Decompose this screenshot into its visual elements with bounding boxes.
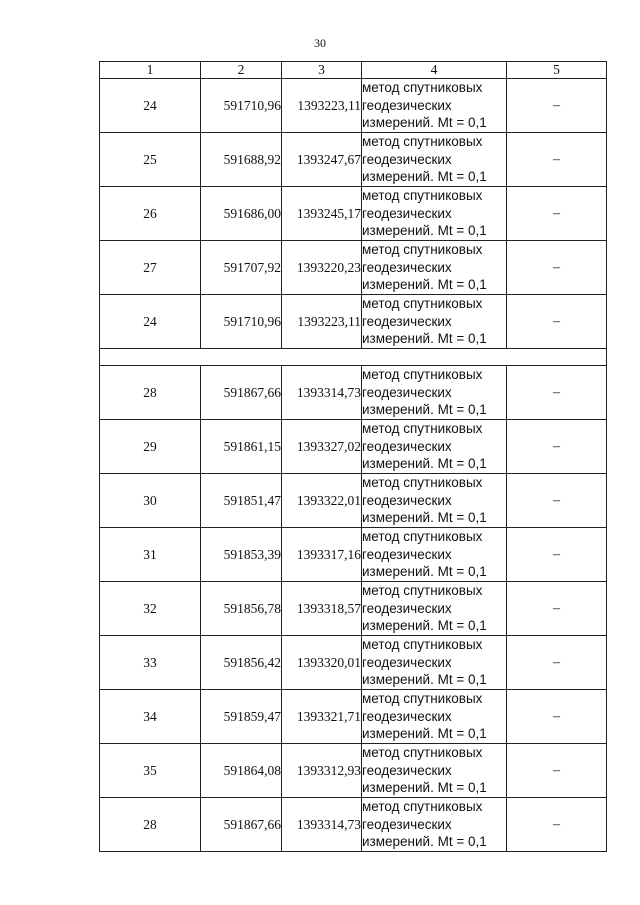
coordinate-y: 1393322,01 — [282, 474, 362, 528]
method-cell — [362, 636, 507, 690]
method-line: измерений. Mt = 0,1 — [362, 834, 487, 850]
method-line: геодезических — [362, 708, 452, 724]
method-line: измерений. Mt = 0,1 — [362, 402, 487, 418]
note-cell — [507, 636, 607, 690]
coordinate-y: 1393312,93 — [282, 744, 362, 798]
column-header: 1 — [100, 62, 201, 79]
method-line: измерений. Mt = 0,1 — [362, 564, 487, 580]
table-row — [100, 636, 607, 690]
point-number: 27 — [100, 241, 201, 295]
note-cell — [507, 798, 607, 852]
method-line: геодезических — [362, 313, 452, 329]
coordinate-x: 591859,47 — [201, 690, 282, 744]
method-line: метод спутниковых — [362, 691, 483, 707]
table-row — [100, 366, 607, 420]
method-cell — [362, 690, 507, 744]
point-number: 30 — [100, 474, 201, 528]
table-row — [100, 295, 607, 349]
dash: – — [553, 709, 560, 724]
method-line: метод спутниковых — [362, 637, 483, 653]
table-row — [100, 79, 607, 133]
table-row — [100, 798, 607, 852]
coordinate-x: 591861,15 — [201, 420, 282, 474]
dash: – — [553, 817, 560, 832]
dash: – — [553, 547, 560, 562]
note-cell — [507, 241, 607, 295]
dash: – — [553, 655, 560, 670]
coordinate-x: 591867,66 — [201, 798, 282, 852]
dash: – — [553, 439, 560, 454]
note-cell — [507, 420, 607, 474]
method-line: геодезических — [362, 600, 452, 616]
table-body — [100, 79, 607, 852]
table-row — [100, 528, 607, 582]
point-number: 25 — [100, 133, 201, 187]
table-row — [100, 690, 607, 744]
method-line: геодезических — [362, 97, 452, 113]
method-line: метод спутниковых — [362, 134, 483, 150]
dash: – — [553, 98, 560, 113]
note-cell — [507, 744, 607, 798]
coordinate-x: 591867,66 — [201, 366, 282, 420]
coordinate-y: 1393247,67 — [282, 133, 362, 187]
method-cell — [362, 528, 507, 582]
coordinate-y: 1393318,57 — [282, 582, 362, 636]
method-line: метод спутниковых — [362, 242, 483, 258]
table-row — [100, 744, 607, 798]
note-cell — [507, 366, 607, 420]
note-cell — [507, 528, 607, 582]
point-number: 31 — [100, 528, 201, 582]
method-line: геодезических — [362, 205, 452, 221]
point-number: 26 — [100, 187, 201, 241]
method-cell — [362, 295, 507, 349]
coordinate-x: 591710,96 — [201, 79, 282, 133]
column-header: 5 — [507, 62, 607, 79]
point-number: 28 — [100, 798, 201, 852]
coordinate-y: 1393220,23 — [282, 241, 362, 295]
note-cell — [507, 474, 607, 528]
coordinate-x: 591856,42 — [201, 636, 282, 690]
separator-cell — [100, 349, 607, 366]
coordinate-y: 1393223,11 — [282, 79, 362, 133]
method-line: измерений. Mt = 0,1 — [362, 115, 487, 131]
separator-row — [100, 349, 607, 366]
method-cell — [362, 474, 507, 528]
coordinates-table — [99, 61, 607, 852]
coordinate-y: 1393223,11 — [282, 295, 362, 349]
point-number: 28 — [100, 366, 201, 420]
method-line: измерений. Mt = 0,1 — [362, 780, 487, 796]
method-cell — [362, 241, 507, 295]
method-cell — [362, 187, 507, 241]
method-cell — [362, 133, 507, 187]
method-line: измерений. Mt = 0,1 — [362, 456, 487, 472]
dash: – — [553, 314, 560, 329]
point-number: 35 — [100, 744, 201, 798]
note-cell — [507, 295, 607, 349]
point-number: 24 — [100, 295, 201, 349]
method-cell — [362, 79, 507, 133]
method-line: измерений. Mt = 0,1 — [362, 169, 487, 185]
table-row — [100, 241, 607, 295]
coordinate-x: 591864,08 — [201, 744, 282, 798]
method-cell — [362, 798, 507, 852]
coordinate-x: 591707,92 — [201, 241, 282, 295]
column-header: 4 — [362, 62, 507, 79]
method-line: метод спутниковых — [362, 475, 483, 491]
dash: – — [553, 601, 560, 616]
method-line: измерений. Mt = 0,1 — [362, 277, 487, 293]
note-cell — [507, 133, 607, 187]
point-number: 24 — [100, 79, 201, 133]
method-line: геодезических — [362, 438, 452, 454]
note-cell — [507, 187, 607, 241]
note-cell — [507, 582, 607, 636]
dash: – — [553, 385, 560, 400]
method-cell — [362, 366, 507, 420]
method-line: метод спутниковых — [362, 421, 483, 437]
method-line: метод спутниковых — [362, 296, 483, 312]
method-line: геодезических — [362, 384, 452, 400]
method-cell — [362, 582, 507, 636]
method-line: геодезических — [362, 151, 452, 167]
coordinate-y: 1393317,16 — [282, 528, 362, 582]
method-line: геодезических — [362, 654, 452, 670]
coordinate-x: 591688,92 — [201, 133, 282, 187]
method-line: метод спутниковых — [362, 799, 483, 815]
coordinate-x: 591686,00 — [201, 187, 282, 241]
dash: – — [553, 260, 560, 275]
coordinate-x: 591710,96 — [201, 295, 282, 349]
method-line: метод спутниковых — [362, 188, 483, 204]
coordinate-y: 1393245,17 — [282, 187, 362, 241]
method-line: метод спутниковых — [362, 367, 483, 383]
header-row — [100, 62, 607, 79]
coordinate-x: 591856,78 — [201, 582, 282, 636]
method-line: измерений. Mt = 0,1 — [362, 618, 487, 634]
page-number: 30 — [314, 36, 326, 50]
coordinate-y: 1393321,71 — [282, 690, 362, 744]
method-cell — [362, 420, 507, 474]
point-number: 32 — [100, 582, 201, 636]
dash: – — [553, 206, 560, 221]
table-row — [100, 133, 607, 187]
method-line: метод спутниковых — [362, 745, 483, 761]
method-line: геодезических — [362, 259, 452, 275]
method-line: геодезических — [362, 492, 452, 508]
note-cell — [507, 690, 607, 744]
coordinate-y: 1393327,02 — [282, 420, 362, 474]
method-line: измерений. Mt = 0,1 — [362, 223, 487, 239]
method-line: измерений. Mt = 0,1 — [362, 331, 487, 347]
coordinate-x: 591853,39 — [201, 528, 282, 582]
coordinate-y: 1393314,73 — [282, 798, 362, 852]
column-header: 2 — [201, 62, 282, 79]
dash: – — [553, 763, 560, 778]
coordinate-y: 1393314,73 — [282, 366, 362, 420]
method-line: геодезических — [362, 546, 452, 562]
method-line: метод спутниковых — [362, 80, 483, 96]
method-line: геодезических — [362, 762, 452, 778]
point-number: 29 — [100, 420, 201, 474]
dash: – — [553, 493, 560, 508]
table-row — [100, 582, 607, 636]
point-number: 34 — [100, 690, 201, 744]
coordinate-x: 591851,47 — [201, 474, 282, 528]
dash: – — [553, 152, 560, 167]
method-line: измерений. Mt = 0,1 — [362, 672, 487, 688]
point-number: 33 — [100, 636, 201, 690]
method-line: метод спутниковых — [362, 529, 483, 545]
table-row — [100, 420, 607, 474]
method-cell — [362, 744, 507, 798]
method-line: измерений. Mt = 0,1 — [362, 510, 487, 526]
method-line: метод спутниковых — [362, 583, 483, 599]
column-header: 3 — [282, 62, 362, 79]
method-line: геодезических — [362, 816, 452, 832]
note-cell — [507, 79, 607, 133]
coordinate-y: 1393320,01 — [282, 636, 362, 690]
table-row — [100, 474, 607, 528]
method-line: измерений. Mt = 0,1 — [362, 726, 487, 742]
table-row — [100, 187, 607, 241]
